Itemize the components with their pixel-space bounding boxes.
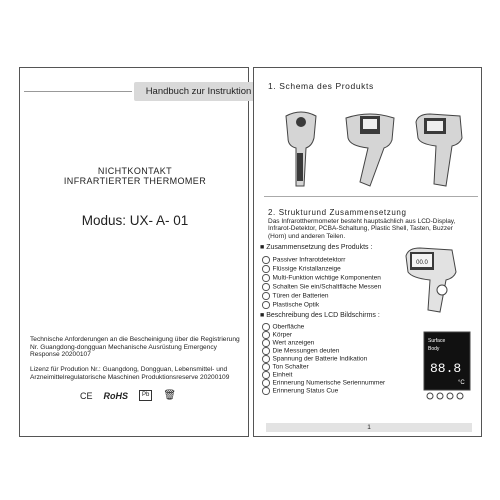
lcd-screen-illustration	[422, 330, 472, 400]
left-page	[19, 67, 252, 437]
title-line-2: INFRARTIERTER THERMOMER	[63, 176, 207, 186]
lcd-item-8: Erinnerung Numerische Seriennummer	[262, 379, 385, 387]
lcd-heading: ■ Beschreibung des LCD Bildschirms :	[260, 312, 380, 319]
lcd-body-label: Body	[428, 346, 440, 352]
right-page	[253, 67, 482, 437]
section-rule	[264, 196, 478, 197]
certification-logos	[80, 390, 176, 401]
composition-item-3: Multi-Funktion wichtige Komponenten	[262, 274, 381, 282]
lcd-item-9: Erinnerung Status Cue	[262, 387, 338, 395]
composition-item-4: Schalten Sie ein/Schaltfläche Messen	[262, 283, 381, 291]
model-name: Modus: UX- A- 01	[81, 213, 189, 228]
section-2-title: 2. Strukturund Zusammensetzung	[268, 208, 407, 217]
composition-heading: ■ Zusammensetzung des Produkts :	[260, 244, 373, 251]
page-number: 1	[266, 423, 472, 432]
lcd-item-4: Die Messungen deuten	[262, 347, 339, 355]
ce-logo: CE	[80, 390, 93, 401]
lcd-item-3: Wert anzeigen	[262, 339, 314, 347]
registration-text: Technische Anforderungen an die Bescheinigung über die Registrierung Nr. Guangdong-dongguan Mechanische Ausrüstung Emergency Response 20200107	[30, 336, 240, 359]
lcd-item-1: Oberfläche	[262, 323, 304, 331]
device-display-value: 00.0	[416, 260, 428, 266]
composition-item-1: Passiver Infrarotdetektorr	[262, 256, 345, 264]
thermometer-detail-illustration	[402, 246, 472, 314]
lcd-item-5: Spannung der Batterie Indikation	[262, 355, 367, 363]
thermometer-front-illustration	[276, 108, 326, 190]
pb-logo: Pb	[139, 390, 152, 401]
lcd-unit: °C	[458, 380, 465, 386]
recycle-bin-icon: 🗑	[163, 390, 177, 401]
lcd-value: 88.8	[430, 361, 462, 376]
lcd-item-2: Körper	[262, 331, 292, 339]
rohs-logo: RoHS	[103, 390, 129, 401]
composition-item-2: Flüssige Kristallanzeige	[262, 265, 341, 273]
thermometer-side-illustration	[410, 108, 470, 190]
lcd-item-6: Ton Schalter	[262, 363, 309, 371]
lcd-surface-label: Surface	[428, 338, 446, 344]
thermometer-back-illustration	[340, 108, 400, 190]
manual-header: Handbuch zur Instruktion	[134, 82, 263, 101]
lcd-item-7: Einheit	[262, 371, 292, 379]
title-line-1: NICHTKONTAKT	[97, 166, 173, 176]
section-1-title: 1. Schema des Produkts	[268, 81, 374, 91]
composition-item-5: Türen der Batterien	[262, 292, 329, 300]
license-text: Lizenz für Prodution Nr.: Guangdong, Dongguan, Lebensmittel- und Arzneimittelregulatorische Maschinen Produktionsreserve 20200109	[30, 366, 230, 381]
section-2-text: Das Infrarotthermometer besteht hauptsächlich aus LCD-Display, Infrarot-Detektor, PCBA-Schaltung, Plastic Shell, Tasten, Buzzer (Horn) und anderen Teilen.	[268, 218, 456, 240]
composition-item-6: Plastische Optik	[262, 301, 319, 309]
header-rule	[24, 91, 132, 92]
